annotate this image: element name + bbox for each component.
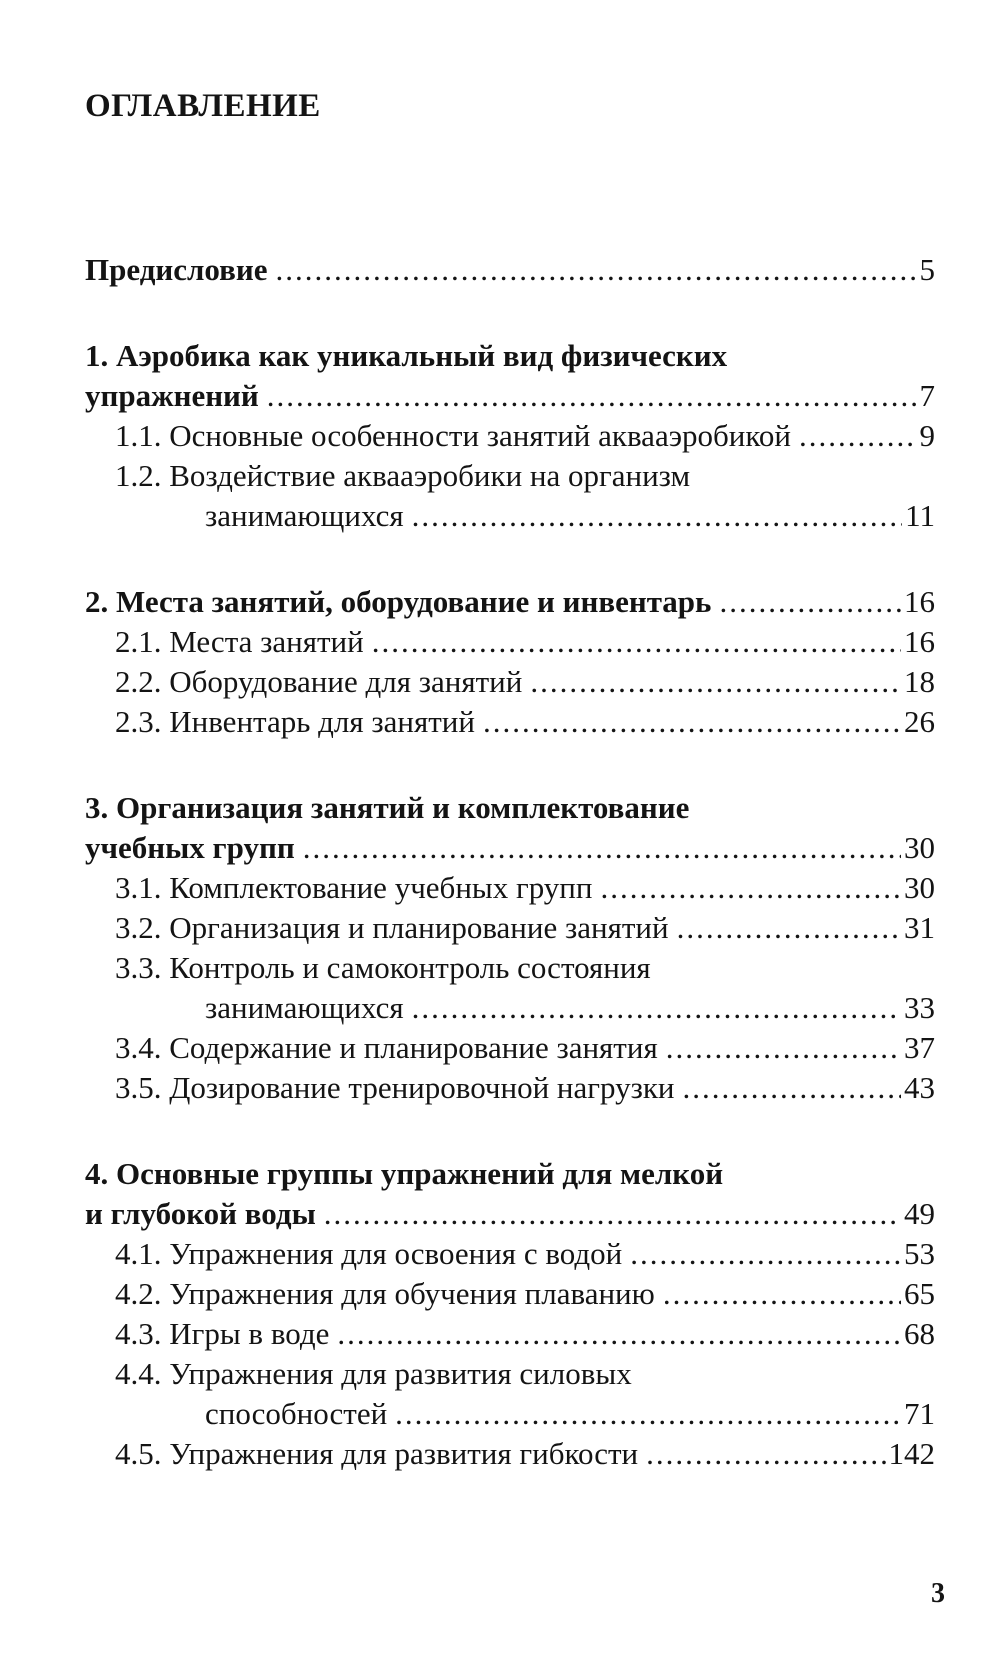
table-of-contents [85, 250, 935, 1474]
toc-page: 31 [904, 910, 935, 945]
toc-entry-3-1 [85, 868, 935, 908]
dot-leader [303, 828, 901, 868]
page-number: 3 [931, 1578, 945, 1609]
toc-label: 3.2. Организация и планирование занятий [115, 910, 669, 945]
toc-label: 4.4. Упражнения для развития силовых [115, 1356, 632, 1391]
toc-entry-2-1 [85, 622, 935, 662]
page-title: ОГЛАВЛЕНИЕ [85, 88, 321, 124]
toc-label-cont: и глубокой воды [85, 1196, 316, 1231]
dot-leader [267, 376, 917, 416]
toc-label: 2.1. Места занятий [115, 624, 364, 659]
dot-leader [395, 1394, 901, 1434]
toc-entry-3-3 [85, 948, 935, 1028]
toc-page: 9 [919, 418, 935, 453]
toc-label: 2.2. Оборудование для занятий [115, 664, 523, 699]
toc-label-cont: учебных групп [85, 830, 295, 865]
dot-leader [276, 250, 917, 290]
toc-page: 65 [904, 1276, 935, 1311]
toc-page: 30 [904, 870, 935, 905]
toc-page: 43 [904, 1070, 935, 1105]
toc-page: 16 [904, 624, 935, 659]
toc-page: 142 [888, 1436, 935, 1471]
toc-entry-4-5 [85, 1434, 935, 1474]
toc-entry-1-1 [85, 416, 935, 456]
toc-label: 4.1. Упражнения для освоения с водой [115, 1236, 623, 1271]
toc-label: 4. Основные группы упражнений для мелкой [85, 1156, 724, 1191]
toc-entry-4-1 [85, 1234, 935, 1274]
toc-label: 1.1. Основные особенности занятий аквааэробикой [115, 418, 791, 453]
dot-leader [719, 582, 901, 622]
toc-label: 3.1. Комплектование учебных групп [115, 870, 593, 905]
toc-entry-3-5 [85, 1068, 935, 1108]
dot-leader [530, 662, 901, 702]
toc-entry-4-3 [85, 1314, 935, 1354]
toc-page: 53 [904, 1236, 935, 1271]
toc-page: 5 [919, 252, 935, 287]
toc-entry-chapter-4 [85, 1154, 935, 1234]
dot-leader [324, 1194, 901, 1234]
toc-page: 18 [904, 664, 935, 699]
dot-leader [666, 1028, 901, 1068]
toc-entry-3-2 [85, 908, 935, 948]
toc-label: 2.3. Инвентарь для занятий [115, 704, 475, 739]
toc-label: 1. Аэробика как уникальный вид физических [85, 338, 728, 373]
toc-page: 37 [904, 1030, 935, 1065]
toc-label-cont: упражнений [85, 378, 259, 413]
dot-leader [337, 1314, 901, 1354]
toc-entry-chapter-3 [85, 788, 935, 868]
toc-label: Предисловие [85, 252, 268, 287]
toc-entry-chapter-1 [85, 336, 935, 416]
toc-entry-preface [85, 250, 935, 290]
toc-page: 7 [919, 378, 935, 413]
dot-leader [646, 1434, 885, 1474]
toc-page: 68 [904, 1316, 935, 1351]
toc-page: 33 [904, 990, 935, 1025]
toc-entry-1-2 [85, 456, 935, 536]
toc-page: 49 [904, 1196, 935, 1231]
toc-label-cont: занимающихся [205, 990, 404, 1025]
toc-entry-4-4 [85, 1354, 935, 1434]
toc-page: 11 [905, 498, 935, 533]
dot-leader [799, 416, 917, 456]
toc-entry-2-3 [85, 702, 935, 742]
dot-leader [663, 1274, 901, 1314]
toc-entry-2-2 [85, 662, 935, 702]
dot-leader [412, 988, 901, 1028]
dot-leader [600, 868, 901, 908]
dot-leader [677, 908, 901, 948]
toc-label: 4.3. Игры в воде [115, 1316, 330, 1351]
toc-entry-4-2 [85, 1274, 935, 1314]
toc-label-cont: занимающихся [205, 498, 404, 533]
toc-page: 71 [904, 1396, 935, 1431]
toc-page: 16 [904, 584, 935, 619]
toc-page: 26 [904, 704, 935, 739]
toc-label: 1.2. Воздействие аквааэробики на организм [115, 458, 691, 493]
toc-entry-3-4 [85, 1028, 935, 1068]
toc-label: 3.5. Дозирование тренировочной нагрузки [115, 1070, 675, 1105]
dot-leader [682, 1068, 901, 1108]
toc-entry-chapter-2 [85, 582, 935, 622]
toc-label-cont: способностей [205, 1396, 388, 1431]
toc-label: 4.2. Упражнения для обучения плаванию [115, 1276, 655, 1311]
toc-label: 2. Места занятий, оборудование и инвентарь [85, 584, 712, 619]
dot-leader [483, 702, 901, 742]
dot-leader [412, 496, 903, 536]
toc-label: 3. Организация занятий и комплектование [85, 790, 690, 825]
toc-label: 3.3. Контроль и самоконтроль состояния [115, 950, 651, 985]
dot-leader [630, 1234, 901, 1274]
toc-label: 3.4. Содержание и планирование занятия [115, 1030, 658, 1065]
toc-page: 30 [904, 830, 935, 865]
toc-label: 4.5. Упражнения для развития гибкости [115, 1436, 639, 1471]
dot-leader [372, 622, 901, 662]
